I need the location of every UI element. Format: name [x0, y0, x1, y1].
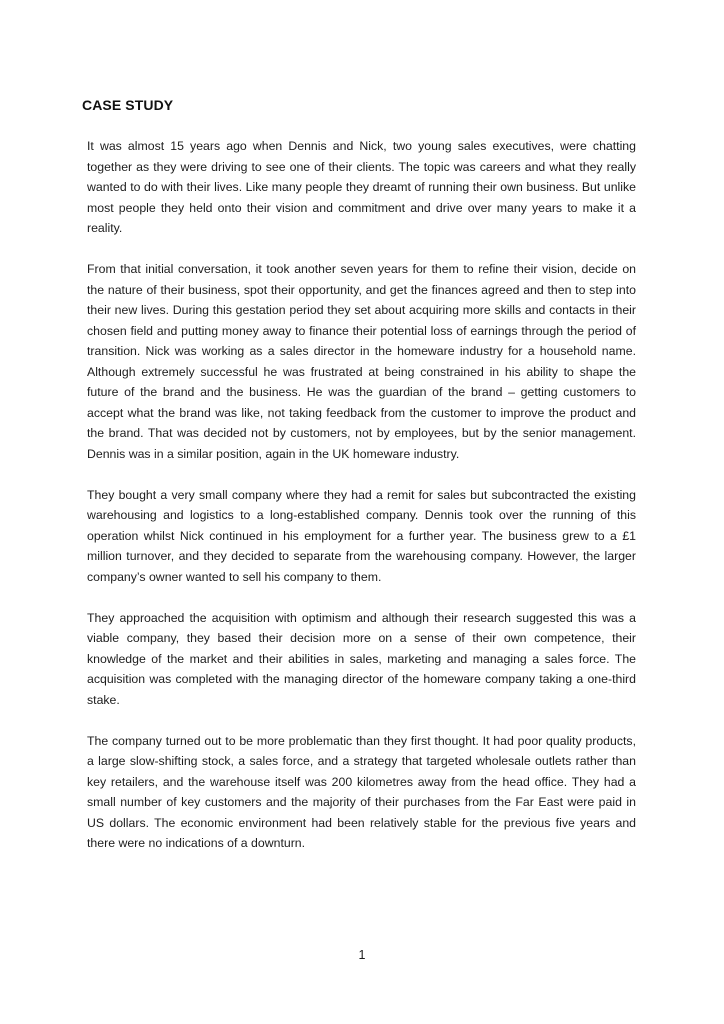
case-study-heading: CASE STUDY	[82, 97, 174, 113]
paragraph-5: The company turned out to be more problematic than they first thought. It had poor quality products, a large slow-shifting stock, a sales force, and a strategy that targeted wholesale outlets rather than key retailers, and the warehouse itself was 200 kilometres away from the head office. They had a small number of key customers and the majority of their purchases from the Far East were paid in US dollars. The economic environment had been relatively stable for the previous five years and there were no indications of a downturn.	[87, 733, 636, 850]
paragraph-1: It was almost 15 years ago when Dennis and Nick, two young sales executives, were chatting together as they were driving to see one of their clients. The topic was careers and what they really wanted to do with their lives. Like many people they dreamt of running their own business. But unlike most people they held onto their vision and commitment and drive over many years to make it a reality.	[87, 139, 636, 235]
paragraph-2: From that initial conversation, it took another seven years for them to refine their vision, decide on the nature of their business, spot their opportunity, and get the finances agreed and then to step into their new lives. During this gestation period they set about acquiring more skills and contacts in their chosen field and putting money away to finance their potential loss of earnings through the period of transition. Nick was working as a sales director in the homeware industry for a household name. Although extremely successful he was frustrated at being constrained in his ability to shape the future of the brand and the business. He was the guardian of the brand – getting customers to accept what the brand was like, not taking feedback from the customer to improve the product and the brand. That was decided not by customers, not by employees, but by the senior management. Dennis was in a similar position, again in the UK homeware industry.	[87, 262, 636, 461]
paragraph-3: They bought a very small company where they had a remit for sales but subcontracted the existing warehousing and logistics to a long-established company. Dennis took over the running of this operation whilst Nick continued in his employment for a further year. The business grew to a £1 million turnover, and they decided to separate from the warehousing company. However, the larger company’s owner wanted to sell his company to them.	[87, 487, 636, 584]
page-number: 1	[358, 948, 366, 962]
case-study-body	[87, 136, 636, 874]
paragraph-4: They approached the acquisition with optimism and although their research suggested this was a viable company, they based their decision more on a sense of their own competence, their knowledge of the market and their abilities in sales, marketing and managing a sales force. The acquisition was completed with the managing director of the homeware company taking a one-third stake.	[87, 610, 636, 707]
